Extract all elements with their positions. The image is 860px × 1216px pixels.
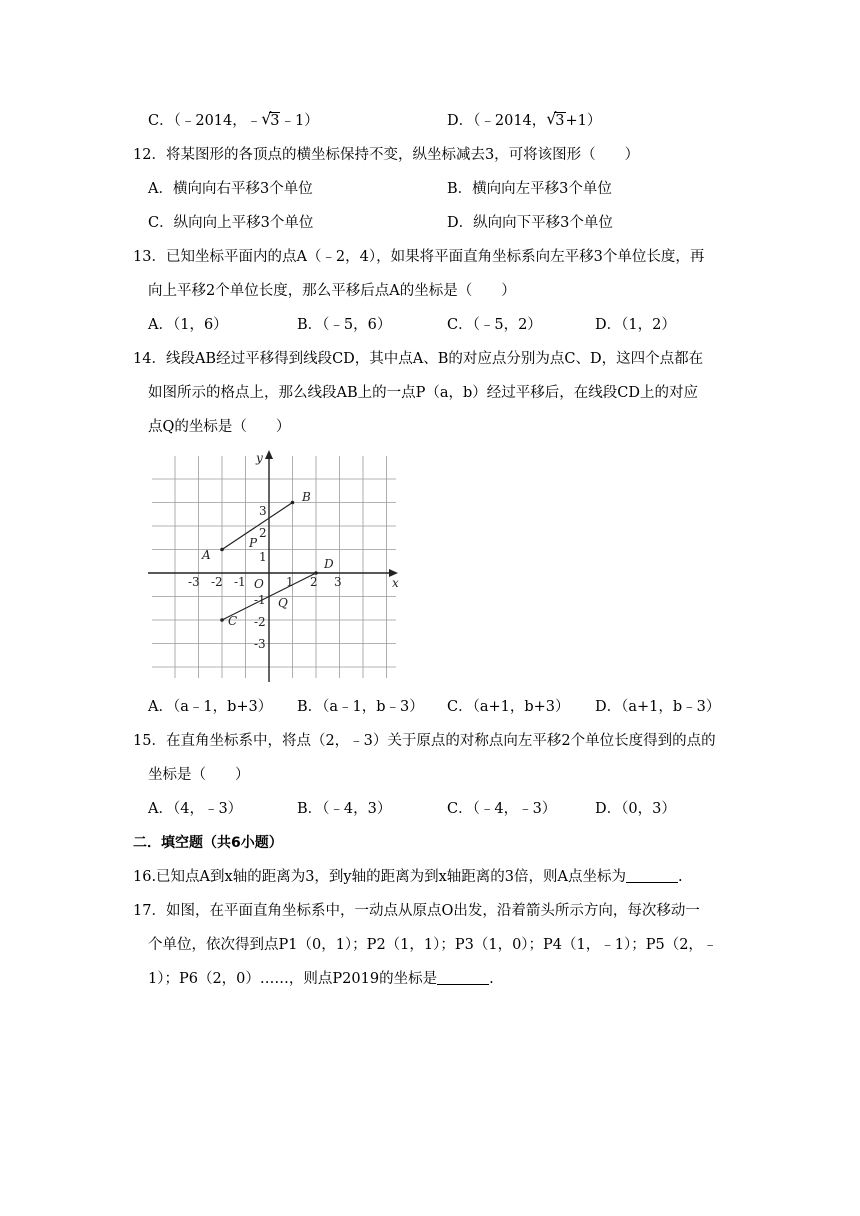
- origin-label: O: [254, 577, 264, 591]
- point-a-dot: [220, 548, 224, 552]
- y-axis: [265, 450, 273, 682]
- y-axis-label: y: [256, 451, 263, 465]
- x-tick-neg2: -2: [211, 575, 223, 589]
- coordinate-grid-figure: [148, 450, 400, 682]
- q13-option-c[interactable]: C．（﹣5，2）: [447, 317, 542, 333]
- q15-option-d[interactable]: D．（0，3）: [595, 801, 676, 817]
- y-tick-3: 3: [259, 504, 267, 518]
- q14-option-a[interactable]: A．（a﹣1，b+3）: [148, 699, 273, 715]
- q15-option-c[interactable]: C．（﹣4，﹣3）: [447, 801, 557, 817]
- y-tick-neg1: -1: [254, 593, 266, 607]
- answer-blank[interactable]: [626, 868, 678, 883]
- point-c-label: C: [228, 614, 238, 628]
- q12-option-c[interactable]: C．纵向向上平移3个单位: [148, 215, 314, 231]
- q17-stem-line1: 17．如图，在平面直角坐标系中，一动点从原点O出发，沿着箭头所示方向，每次移动一: [133, 903, 700, 919]
- point-b-dot: [291, 501, 295, 505]
- y-tick-2: 2: [259, 526, 267, 540]
- x-axis: [148, 569, 398, 577]
- sqrt-symbol: √ 3: [546, 109, 565, 129]
- x-tick-2: 2: [310, 575, 318, 589]
- q14-stem-line3: 点Q的坐标是（ ）: [148, 419, 291, 435]
- q11-option-d[interactable]: D．（﹣2014， √ 3+1）: [447, 109, 602, 129]
- q15-option-b[interactable]: B．（﹣4，3）: [297, 801, 392, 817]
- x-tick-neg3: -3: [188, 575, 200, 589]
- q13-stem-line1: 13．已知坐标平面内的点A（﹣2，4），如果将平面直角坐标系向左平移3个单位长度，再: [133, 249, 705, 265]
- q11-option-c[interactable]: C．（﹣2014，﹣ √ 3﹣1）: [148, 109, 319, 129]
- q13-option-a[interactable]: A．（1，6）: [148, 317, 228, 333]
- q14-stem-line2: 如图所示的格点上，那么线段AB上的一点P（a，b）经过平移后，在线段CD上的对应: [148, 385, 699, 401]
- q15-stem-line1: 15．在直角坐标系中，将点（2，﹣3）关于原点的对称点向左平移2个单位长度得到的点的: [133, 733, 716, 749]
- answer-blank[interactable]: [437, 970, 489, 985]
- q13-option-b[interactable]: B．（﹣5，6）: [297, 317, 392, 333]
- x-tick-3: 3: [334, 575, 342, 589]
- point-b-label: B: [302, 490, 311, 504]
- q12-option-b[interactable]: B．横向向左平移3个单位: [447, 181, 612, 197]
- y-tick-neg3: -3: [254, 637, 266, 651]
- y-tick-neg2: -2: [254, 615, 266, 629]
- q16-stem: 16.已知点A到x轴的距离为3，到y轴的距离为到x轴距离的3倍，则A点坐标为 .: [133, 869, 683, 885]
- q13-stem-line2: 向上平移2个单位长度，那么平移后点A的坐标是（ ）: [148, 283, 516, 299]
- grid-lines: [152, 456, 396, 678]
- q15-stem-line2: 坐标是（ ）: [148, 767, 250, 783]
- q12-stem: 12．将某图形的各顶点的横坐标保持不变，纵坐标减去3，可将该图形（ ）: [133, 147, 640, 163]
- q12-option-a[interactable]: A．横向向右平移3个单位: [148, 181, 313, 197]
- q12-option-d[interactable]: D．纵向向下平移3个单位: [447, 215, 613, 231]
- q15-option-a[interactable]: A．（4，﹣3）: [148, 801, 243, 817]
- x-tick-neg1: -1: [234, 575, 246, 589]
- q14-option-d[interactable]: D．（a+1，b﹣3）: [595, 699, 721, 715]
- y-axis-arrow-icon: [265, 450, 273, 459]
- point-c-dot: [220, 618, 224, 622]
- point-d-label: D: [324, 557, 334, 571]
- point-q-label: Q: [278, 596, 288, 610]
- q14-stem-line1: 14．线段AB经过平移得到线段CD，其中点A、B的对应点分别为点C、D，这四个点都在: [133, 351, 704, 367]
- section-title: 二．填空题（共6小题）: [133, 835, 283, 851]
- x-tick-1: 1: [286, 575, 294, 589]
- sqrt-symbol: √ 3: [261, 109, 280, 129]
- point-a-label: A: [202, 548, 211, 562]
- x-axis-label: x: [392, 576, 399, 590]
- point-p-label: P: [249, 536, 258, 550]
- q13-option-d[interactable]: D．（1，2）: [595, 317, 676, 333]
- q17-stem-line3: 1）；P6（2，0）……，则点P2019的坐标是 .: [148, 971, 494, 987]
- q14-option-c[interactable]: C．（a+1，b+3）: [447, 699, 570, 715]
- y-tick-1: 1: [259, 550, 267, 564]
- q14-option-b[interactable]: B．（a﹣1，b﹣3）: [297, 699, 424, 715]
- q17-stem-line2: 个单位，依次得到点P1（0，1）；P2（1，1）；P3（1，0）；P4（1，﹣1）；P5（2，﹣: [148, 937, 718, 953]
